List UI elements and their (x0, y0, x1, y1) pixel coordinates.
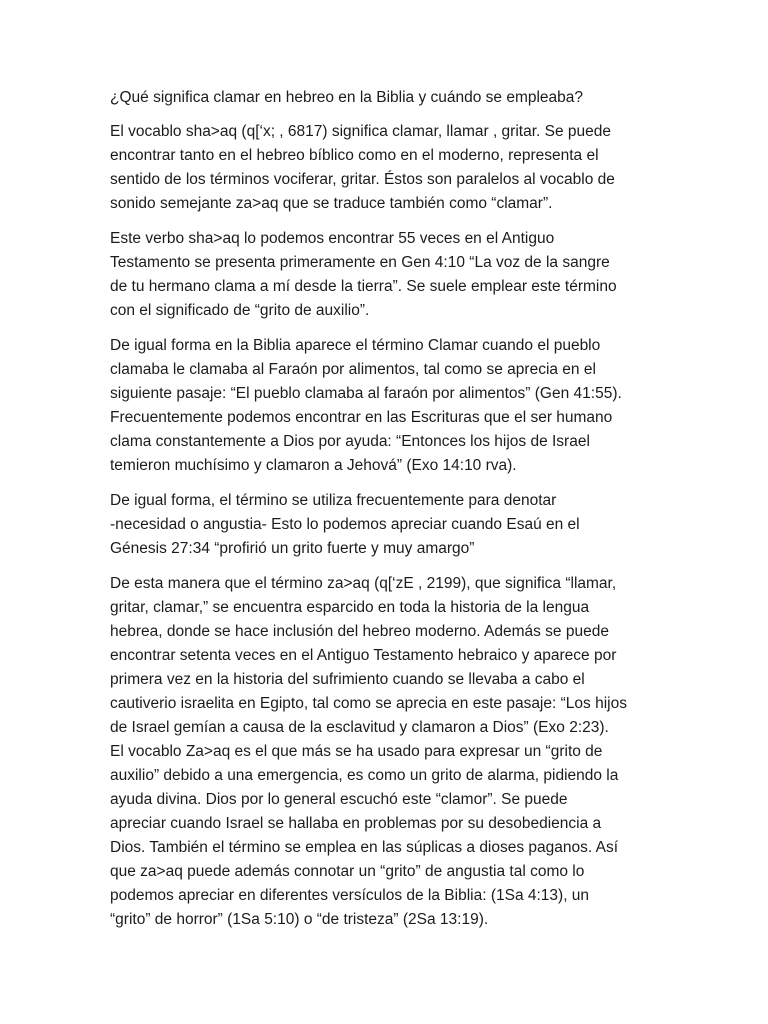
text-line: cautiverio israelita en Egipto, tal como se aprecia en este pasaje: “Los hijos (110, 695, 627, 712)
text-line: clamaba le clamaba al Faraón por alimentos, tal como se aprecia en el (110, 361, 596, 378)
text-line: podemos apreciar en diferentes versículos de la Biblia: (1Sa 4:13), un (110, 887, 590, 904)
text-line: Testamento se presenta primeramente en Gen 4:10 “La voz de la sangre (110, 254, 610, 271)
text-line: Génesis 27:34 “profirió un grito fuerte y muy amargo” (110, 540, 475, 557)
text-line: ayuda divina. Dios por lo general escuchó este “clamor”. Se puede (110, 791, 568, 808)
paragraph-5 (110, 572, 680, 932)
text-line: Frecuentemente podemos encontrar en las Escrituras que el ser humano (110, 409, 613, 426)
text-line: de tu hermano clama a mí desde la tierra”. Se suele emplear este término (110, 278, 617, 295)
text-line: encontrar tanto en el hebreo bíblico como en el moderno, representa el (110, 147, 599, 164)
text-line: Este verbo sha>aq lo podemos encontrar 55 veces en el Antiguo (110, 230, 555, 247)
text-line: De esta manera que el término za>aq (q[‘zE , 2199), que significa “llamar, (110, 575, 617, 592)
text-line: gritar, clamar,” se encuentra esparcido en toda la historia de la lengua (110, 599, 590, 616)
text-line: hebrea, donde se hace inclusión del hebreo moderno. Además se puede (110, 623, 609, 640)
text-line: sentido de los términos vociferar, gritar. Éstos son paralelos al vocablo de (110, 171, 615, 188)
text-line: primera vez en la historia del sufrimiento cuando se llevaba a cabo el (110, 671, 585, 688)
text-line: El vocablo Za>aq es el que más se ha usado para expresar un “grito de (110, 743, 603, 760)
paragraph-3 (110, 334, 680, 478)
text-line: De igual forma, el término se utiliza frecuentemente para denotar (110, 492, 557, 509)
text-line: “grito” de horror” (1Sa 5:10) o “de tristeza” (2Sa 13:19). (110, 911, 489, 928)
text-line: clama constantemente a Dios por ayuda: “Entonces los hijos de Israel (110, 433, 590, 450)
text-line: de Israel gemían a causa de la esclavitud y clamaron a Dios” (Exo 2:23). (110, 719, 609, 736)
text-line: De igual forma en la Biblia aparece el término Clamar cuando el pueblo (110, 337, 601, 354)
text-line: El vocablo sha>aq (q[‘x; , 6817) significa clamar, llamar , gritar. Se puede (110, 123, 611, 140)
text-line: que za>aq puede además connotar un “grito” de angustia tal como lo (110, 863, 585, 880)
paragraph-4 (110, 489, 680, 561)
text-line: Dios. También el término se emplea en las súplicas a dioses paganos. Así (110, 839, 619, 856)
text-line: auxilio” debido a una emergencia, es como un grito de alarma, pidiendo la (110, 767, 619, 784)
paragraph-1 (110, 120, 680, 216)
text-line: con el significado de “grito de auxilio”. (110, 302, 370, 319)
text-line: apreciar cuando Israel se hallaba en problemas por su desobediencia a (110, 815, 602, 832)
text-line: temieron muchísimo y clamaron a Jehová” (Exo 14:10 rva). (110, 457, 517, 474)
document-title: ¿Qué significa clamar en hebreo en la Biblia y cuándo se empleaba? (110, 89, 584, 106)
text-line: encontrar setenta veces en el Antiguo Testamento hebraico y aparece por (110, 647, 617, 664)
text-line: sonido semejante za>aq que se traduce también como “clamar”. (110, 195, 553, 212)
text-line: -necesidad o angustia- Esto lo podemos apreciar cuando Esaú en el (110, 516, 580, 533)
paragraph-2 (110, 227, 680, 323)
document-body (110, 86, 680, 943)
text-line: siguiente pasaje: “El pueblo clamaba al faraón por alimentos” (Gen 41:55). (110, 385, 622, 402)
